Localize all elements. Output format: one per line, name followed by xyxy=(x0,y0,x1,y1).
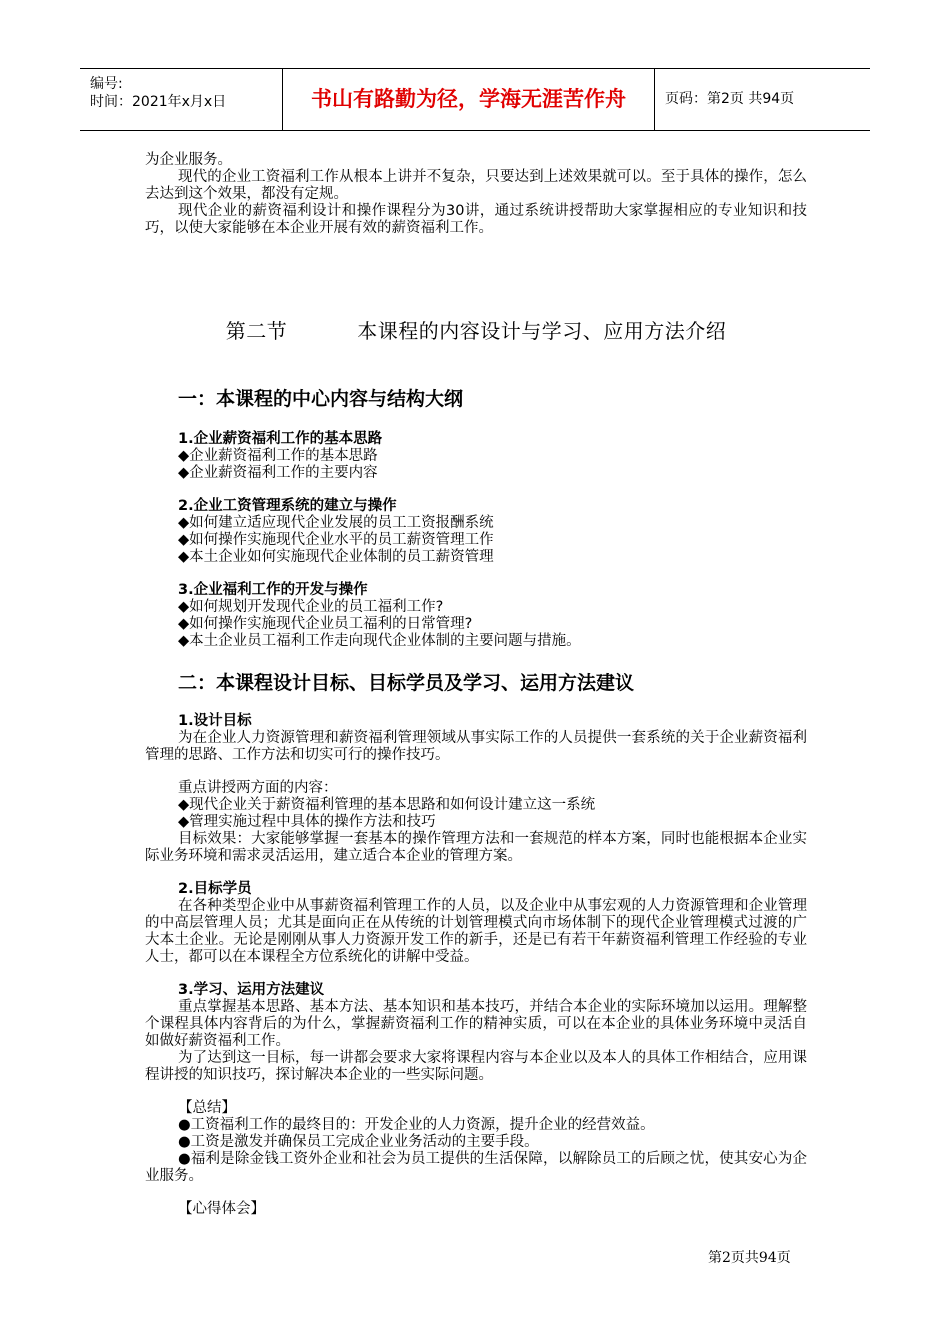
paragraph: 重点掌握基本思路、基本方法、基本知识和基本技巧，并结合本企业的实际环境加以运用。理解整个课程具体内容背后的为什么，掌握薪资福利工作的精神实质，可以在本企业的具体业务环境中灵活自如做好薪资福利工作。 xyxy=(145,999,807,1049)
subheading: 1.企业薪资福利工作的基本思路 xyxy=(178,431,383,447)
bullet-item: ◆本土企业员工福利工作走向现代企业体制的主要问题与措施。 xyxy=(178,633,581,649)
page-header xyxy=(80,68,870,131)
header-motto: 书山有路勤为径，学海无涯苦作舟 xyxy=(283,69,655,130)
bullet-item: ◆企业薪资福利工作的基本思路 xyxy=(178,448,378,464)
section-heading xyxy=(145,315,807,344)
bullet-item: ◆如何建立适应现代企业发展的员工工资报酬系统 xyxy=(178,515,494,531)
summary-item: ●福利是除金钱工资外企业和社会为员工提供的生活保障，以解除员工的后顾之忧，使其安心为企业服务。 xyxy=(145,1151,807,1184)
bullet-item: ◆管理实施过程中具体的操作方法和技巧 xyxy=(178,814,436,830)
serial-label: 编号: xyxy=(90,76,123,92)
paragraph: 现代企业的薪资福利设计和操作课程分为30讲，通过系统讲授帮助大家掌握相应的专业知识和技巧，以使大家能够在本企业开展有效的薪资福利工作。 xyxy=(145,203,807,236)
paragraph: 现代的企业工资福利工作从根本上讲并不复杂，只要达到上述效果就可以。至于具体的操作，怎么去达到这个效果，都没有定规。 xyxy=(145,169,807,202)
header-info-cell xyxy=(80,69,283,130)
bullet-item: ◆如何操作实施现代企业员工福利的日常管理? xyxy=(178,616,473,632)
experience-title: 【心得体会】 xyxy=(178,1201,265,1217)
paragraph: 为了达到这一目标，每一讲都会要求大家将课程内容与本企业以及本人的具体工作相结合，应用课程讲授的知识技巧，探讨解决本企业的一些实际问题。 xyxy=(145,1050,807,1083)
subheading: 3.企业福利工作的开发与操作 xyxy=(178,582,368,598)
document-body xyxy=(145,152,807,1218)
date-label: 时间：2021年x月x日 xyxy=(90,94,227,110)
subheading: 1.设计目标 xyxy=(178,713,252,729)
bullet-item: ◆现代企业关于薪资福利管理的基本思路和如何设计建立这一系统 xyxy=(178,797,596,813)
paragraph: 目标效果：大家能够掌握一套基本的操作管理方法和一套规范的样本方案，同时也能根据本企业实际业务环境和需求灵活运用，建立适合本企业的管理方案。 xyxy=(145,831,807,864)
summary-item: ●工资福利工作的最终目的：开发企业的人力资源，提升企业的经营效益。 xyxy=(178,1117,655,1133)
subheading: 3.学习、运用方法建议 xyxy=(178,982,325,998)
bullet-item: ◆本土企业如何实施现代企业体制的员工薪资管理 xyxy=(178,549,494,565)
paragraph: 在各种类型企业中从事薪资福利管理工作的人员，以及企业中从事宏观的人力资源管理和企业管理的中高层管理人员；尤其是面向正在从传统的计划管理模式向市场体制下的现代企业管理模式过渡的广大本土企业。无论是刚刚从事人力资源开发工作的新手，还是已有若干年薪资福利管理工作经验的专业人士，都可以在本课程全方位系统化的讲解中受益。 xyxy=(145,898,807,965)
paragraph: 重点讲授两方面的内容： xyxy=(178,780,338,796)
paragraph: 为企业服务。 xyxy=(145,152,232,168)
bullet-item: ◆企业薪资福利工作的主要内容 xyxy=(178,465,378,481)
paragraph: 为在企业人力资源管理和薪资福利管理领域从事实际工作的人员提供一套系统的关于企业薪资福利管理的思路、工作方法和切实可行的操作技巧。 xyxy=(145,730,807,763)
heading-one: 二：本课程设计目标、目标学员及学习、运用方法建议 xyxy=(178,672,635,694)
bullet-item: ◆如何操作实施现代企业水平的员工薪资管理工作 xyxy=(178,532,494,548)
subheading: 2.企业工资管理系统的建立与操作 xyxy=(178,498,397,514)
header-page-label: 页码：第2页 共94页 xyxy=(665,91,795,107)
heading-one: 一：本课程的中心内容与结构大纲 xyxy=(178,388,464,410)
subheading: 2.目标学员 xyxy=(178,881,252,897)
section-number: 第二节 xyxy=(225,319,288,343)
summary-item: ●工资是激发并确保员工完成企业业务活动的主要手段。 xyxy=(178,1134,539,1150)
section-title: 本课程的内容设计与学习、应用方法介绍 xyxy=(357,319,727,343)
page-footer: 第2页共94页 xyxy=(708,1250,791,1266)
bullet-item: ◆如何规划开发现代企业的员工福利工作? xyxy=(178,599,444,615)
summary-title: 【总结】 xyxy=(178,1100,236,1116)
